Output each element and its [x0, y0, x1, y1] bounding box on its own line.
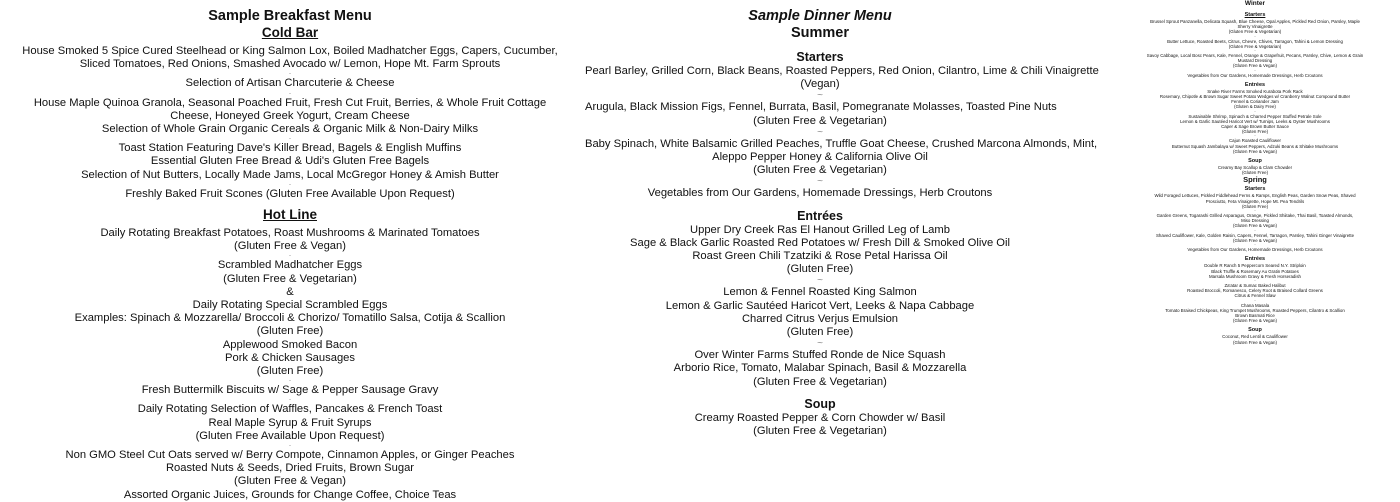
item-separator: ~: [817, 275, 823, 287]
item-separator: ~: [1253, 209, 1257, 214]
menu-item-line: (Gluten & Dairy Free): [1234, 104, 1276, 110]
menu-item-line: (Gluten Free & Vegan): [1233, 63, 1277, 69]
menu-item-line: Garden Greens, Togarashi Grilled Asparagus, Orange, Pickled Shiitake, Thai Basil, Toasted Almonds,: [1156, 213, 1354, 219]
item-separator: -: [289, 71, 291, 78]
menu-item: [1112, 39, 1398, 49]
menu-item-line: Freshly Baked Fruit Scones (Gluten Free Available Upon Request): [125, 187, 455, 200]
spring-entrees-items: [1112, 263, 1398, 323]
menu-item-line: Upper Dry Creek Ras El Hanout Grilled Leg of Lamb: [690, 223, 950, 236]
item-separator: ~: [1253, 243, 1257, 248]
menu-item: [20, 403, 560, 443]
menu-item: [585, 137, 1098, 178]
menu-item-line: (Gluten Free): [786, 326, 854, 339]
item-separator: -: [289, 90, 291, 97]
menu-item: [1112, 53, 1398, 69]
menu-item-line: Butternut Squash Jambalaya w/ Sweet Peppers, Adzuki Beans & Shitake Mushrooms: [1171, 143, 1339, 149]
menu-item-line: (Gluten Free): [256, 325, 324, 338]
menu-item-line: Brussel Sprout Panzanella, Delicata Squash, Blue Cheese, Opal Apples, Pickled Red Onion, Parsley, Maple: [1150, 19, 1360, 24]
menu-item-line: Sliced Tomatoes, Red Onions, Smashed Avocado w/ Lemon, Hope Mt. Farm Sprouts: [79, 58, 501, 71]
menu-item-line: Roasted Broccoli, Romanesco, Celery Root & Braised Collard Greens: [1187, 288, 1323, 294]
menu-item-line: Fresh Buttermilk Biscuits w/ Sage & Pepper Sausage Gravy: [141, 384, 439, 397]
menu-item-line: &: [286, 285, 294, 298]
menu-item-line: House Maple Quinoa Granola, Seasonal Poached Fruit, Fresh Cut Fruit, Berries, & Whole Fruit Cottage: [33, 96, 547, 109]
menu-item: [1112, 193, 1398, 209]
menu-item-line: Over Winter Farms Stuffed Ronde de Nice Squash: [694, 349, 946, 362]
menu-item-line: (Gluten Free & Vegetarian): [753, 164, 887, 177]
item-separator: -: [289, 397, 291, 404]
winter-starters-items: [1112, 19, 1398, 78]
menu-item-line: Applewood Smoked Bacon: [222, 338, 358, 351]
menu-item-line: Snake River Farms Smoked Kurabota Pork Rack: [1207, 88, 1303, 94]
item-separator: -: [289, 253, 291, 260]
item-separator: -: [289, 378, 291, 385]
menu-item-line: Vegetables from Our Gardens, Homemade Dressings, Herb Croutons: [1187, 72, 1323, 78]
menu-item-line: Mustard Dressing: [1237, 58, 1273, 64]
menu-item-line: Citrus & Fennel Slaw: [1234, 293, 1276, 299]
winter-soup-items: [1112, 165, 1398, 175]
menu-item-line: Aleppo Pepper Honey & California Olive Oil: [712, 151, 928, 164]
menu-item-line: Pearl Barley, Grilled Corn, Black Beans, Roasted Peppers, Red Onion, Cilantro, Lime & Chili Vinaigrette: [585, 65, 1099, 77]
menu-item-line: Essential Gluten Free Bread & Udi's Gluten Free Bagels: [150, 155, 430, 168]
menu-item-line: Baby Spinach, White Balsamic Grilled Peaches, Truffle Goat Cheese, Crushed Marcona Almonds, Mint,: [585, 137, 1098, 150]
menu-item-line: (Gluten Free Available Upon Request): [195, 429, 385, 442]
menu-item-line: Creamy Bay Scallop & Clam Chowder: [1217, 165, 1293, 171]
spring-season-heading: Spring: [1243, 175, 1267, 185]
menu-item-line: Chana Masala: [1240, 302, 1270, 308]
summer-dinner-menu: [585, 0, 1099, 438]
menu-item-line: (Gluten Free & Vegetarian): [1228, 43, 1282, 49]
item-separator: -: [289, 443, 291, 450]
hot-line-items: [20, 227, 560, 502]
menu-item-line: (Gluten Free & Vegan): [1233, 318, 1277, 324]
menu-item: [1112, 165, 1398, 175]
menu-item-line: Savoy Cabbage, Local Bosc Pears, Kale, Fennel, Orange & Grapefruit, Pecans, Parsley, Chive, Lemon & Grain: [1146, 53, 1364, 59]
menu-item-line: Coconut, Red Lentil & Cauliflower: [1222, 334, 1288, 340]
menu-item-line: (Gluten Free & Vegan): [234, 475, 346, 488]
menu-item-line: (Gluten Free): [1241, 129, 1269, 135]
menu-item-line: (Gluten Free & Vegan): [1233, 237, 1277, 243]
menu-item: [585, 101, 1055, 127]
spring-soup-heading: Soup: [1248, 327, 1262, 334]
spring-starters-items: [1112, 193, 1398, 252]
menu-item: [20, 45, 560, 71]
menu-item: [20, 449, 560, 502]
menu-item-line: (Gluten Free & Vegan): [1233, 223, 1277, 229]
menu-item-line: (Gluten Free): [256, 365, 324, 378]
menu-item: [20, 77, 560, 90]
menu-item-line: (Gluten Free & Vegan): [1233, 339, 1277, 345]
summer-season-heading: Summer: [790, 25, 850, 41]
menu-item: [585, 224, 1055, 277]
menu-item-line: Prosciutto, Feta Vinaigrette, Hope Mt. Pea Tendrils: [1205, 198, 1305, 204]
menu-item: [20, 384, 560, 397]
menu-item: [1112, 114, 1398, 135]
menu-item-line: Daily Rotating Breakfast Potatoes, Roast Mushrooms & Marinated Tomatoes: [100, 227, 480, 240]
menu-item-line: House Smoked 5 Spice Cured Steelhead or King Salmon Lox, Boiled Madhatcher Eggs, Capers, Cucumber,: [22, 45, 558, 57]
menu-item-line: Brown Basmati Rice: [1235, 312, 1275, 318]
item-separator: ~: [1253, 34, 1257, 39]
menu-item-line: Double R Ranch 5 Peppercorn Seared N.Y. Striploin: [1204, 263, 1306, 269]
menu-item-line: Lemon & Garlic Sautéed Haricot Vert, Leeks & Napa Cabbage: [665, 299, 975, 312]
menu-item: [20, 97, 560, 137]
menu-item: [585, 349, 1055, 389]
winter-entrees-items: [1112, 89, 1398, 154]
dinner-title: Sample Dinner Menu: [748, 8, 892, 24]
menu-item-line: Za'atar & Sumac Baked Halibut: [1224, 282, 1286, 288]
menu-item-line: Lemon & Garlic Sautéed Haricot Vert w/ Turnips, Leeks & Oyster Mushrooms: [1180, 118, 1330, 124]
menu-item-line: (Gluten Free & Vegetarian): [753, 114, 887, 127]
menu-item-line: Shaved Cauliflower, Kale, Golden Raisin, Capers, Fennel, Tarragon, Parsley, Tahini Ginger Vinaigrette: [1155, 232, 1355, 238]
menu-item-line: Fennel & Coriander Jam: [1231, 99, 1279, 105]
spring-soup-items: [1112, 334, 1398, 344]
menu-item-line: Tomato Braised Chickpeas, King Trumpet Mushrooms, Roasted Peppers, Cilantro & Scallion: [1165, 307, 1345, 313]
menu-item-line: (Gluten Free & Vegetarian): [753, 375, 887, 388]
menu-item-line: Scrambled Madhatcher Eggs: [217, 259, 363, 272]
menu-item: [20, 142, 560, 182]
menu-item-line: Sustainable Shrimp, Spinach & Charred Pepper Stuffed Petrale Sole: [1188, 113, 1322, 119]
menu-item: [1112, 334, 1398, 344]
menu-item-line: Lemon & Fennel Roasted King Salmon: [723, 286, 917, 299]
menu-item-line: (Gluten Free): [1241, 170, 1269, 176]
winter-starters-heading: Starters: [1244, 12, 1266, 18]
menu-item: [20, 227, 560, 253]
breakfast-menu: [20, 0, 560, 502]
menu-item-line: Selection of Nut Butters, Locally Made Jams, Local McGregor Honey & Amish Butter: [81, 168, 499, 181]
item-separator: ~: [1253, 298, 1257, 303]
item-separator: ~: [1253, 278, 1257, 283]
winter-spring-menu: [1112, 0, 1398, 345]
item-separator: ~: [1253, 109, 1257, 114]
menu-item: [1112, 213, 1398, 229]
winter-season-heading: Winter: [1244, 0, 1266, 7]
menu-item-line: Roast Green Chili Tzatziki & Rose Petal Harissa Oil: [692, 250, 948, 263]
menu-item-line: Selection of Whole Grain Organic Cereals & Organic Milk & Non-Dairy Milks: [101, 123, 479, 136]
menu-item-line: (Gluten Free): [786, 263, 854, 276]
item-separator: ~: [1253, 228, 1257, 233]
menu-item-line: Butter Lettuce, Roasted Beets, Citrus, Chevre, Chives, Tarragon, Tahini & Lemon Dressing: [1167, 38, 1343, 44]
spring-starters-heading: Starters: [1244, 186, 1266, 193]
menu-item-line: (Gluten Free & Vegan): [234, 240, 346, 253]
menu-item-line: Vegetables from Our Gardens, Homemade Dressings, Herb Croutons: [647, 187, 993, 200]
menu-item: [1112, 89, 1398, 110]
menu-item-line: Marsala Mushroom Gravy & Fresh Horseradish: [1209, 273, 1301, 279]
item-separator: ~: [817, 90, 823, 102]
menu-item: [1112, 138, 1398, 154]
menu-item-line: Toast Station Featuring Dave's Killer Bread, Bagels & English Muffins: [118, 142, 462, 155]
menu-item-line: Pork & Chicken Sausages: [225, 351, 355, 364]
menu-item-line: Vegetables from Our Gardens, Homemade Dressings, Herb Croutons: [1187, 247, 1323, 253]
menu-item-line: Wild Foraged Lettuces, Pickled Fiddlehead Ferns & Ramps, English Peas, Garden Snow Peas, Shaved: [1154, 193, 1356, 199]
summer-starters-heading: Starters: [796, 50, 844, 64]
menu-item-line: (Gluten Free & Vegetarian): [223, 272, 357, 285]
menu-item: [585, 65, 1099, 91]
winter-soup-heading: Soup: [1248, 158, 1262, 165]
summer-entrees-items: [585, 224, 1055, 389]
menu-item-line: Assorted Organic Juices, Grounds for Change Coffee, Choice Teas: [123, 488, 457, 501]
menu-item-line: Miso Dressing: [1241, 218, 1269, 224]
cold-bar-heading: Cold Bar: [261, 25, 319, 40]
menu-item: [20, 188, 560, 201]
menu-item-line: (Gluten Free & Vegetarian): [1228, 29, 1282, 35]
menu-item: [1112, 233, 1398, 243]
menu-item-line: Cheese, Honeyed Greek Yogurt, Cream Cheese: [170, 109, 410, 122]
menu-item: [585, 187, 1055, 200]
item-separator: -: [289, 136, 291, 143]
item-separator: ~: [817, 338, 823, 350]
menu-item: [1112, 283, 1398, 299]
spring-entrees-heading: Entrées: [1244, 256, 1266, 263]
summer-soup-heading: Soup: [804, 396, 836, 411]
menu-item-line: Caper & Sage Brown Butter Sauce: [1221, 124, 1289, 130]
item-separator: ~: [817, 126, 823, 138]
menu-item-line: Creamy Roasted Pepper & Corn Chowder w/ Basil: [694, 411, 946, 424]
item-separator: ~: [1253, 134, 1257, 139]
summer-entrees-heading: Entrées: [797, 208, 843, 223]
menu-item: [1112, 19, 1398, 35]
menu-item-line: (Gluten Free): [1241, 203, 1269, 209]
menu-item-line: Roasted Nuts & Seeds, Dried Fruits, Brown Sugar: [165, 462, 415, 475]
menu-item-line: Examples: Spinach & Mozzarella/ Broccoli & Chorizo/ Tomatillo Salsa, Cotija & Scallion: [74, 312, 506, 325]
menu-item-line: Daily Rotating Special Scrambled Eggs: [192, 299, 388, 312]
menu-item-line: Sherry Vinaigrette: [1237, 24, 1273, 30]
menu-item: [1112, 263, 1398, 279]
menu-item-line: Rosemary, Chipotle & Brown Sugar Sweet Potato Wedges w/ Cranberry Walnut Compound Butter: [1159, 94, 1351, 100]
menu-item: [585, 286, 1055, 339]
menu-item: [585, 412, 1055, 438]
breakfast-title: Sample Breakfast Menu: [208, 8, 372, 24]
winter-entrees-heading: Entrées: [1244, 81, 1266, 88]
menu-item-line: Selection of Artisan Charcuterie & Cheese: [185, 77, 395, 90]
cold-bar-items: [20, 45, 560, 201]
menu-item-line: (Gluten Free & Vegan): [1233, 148, 1277, 154]
menu-item: [1112, 303, 1398, 324]
menu-item-line: Real Maple Syrup & Fruit Syrups: [208, 416, 372, 429]
summer-soup-items: [585, 412, 1055, 438]
menu-item-line: Sage & Black Garlic Roasted Red Potatoes w/ Fresh Dill & Smoked Olive Oil: [630, 236, 1010, 249]
item-separator: ~: [1253, 68, 1257, 73]
menu-item-line: Black Truffle & Rosemary Au Gratin Potatoes: [1211, 268, 1299, 274]
menu-item-line: (Gluten Free & Vegetarian): [753, 425, 887, 438]
menu-item-line: (Vegan): [800, 78, 840, 91]
menu-item-line: Charred Citrus Verjus Emulsion: [741, 312, 899, 325]
menu-item-line: Cajun Roasted Cauliflower: [1229, 138, 1281, 144]
item-separator: -: [289, 181, 291, 188]
menu-item-line: Arborio Rice, Tomato, Malabar Spinach, Basil & Mozzarella: [673, 362, 967, 375]
menu-item: [20, 259, 560, 378]
item-separator: ~: [1253, 49, 1257, 54]
summer-starters-items: [585, 65, 1099, 201]
menu-item-line: Non GMO Steel Cut Oats served w/ Berry Compote, Cinnamon Apples, or Ginger Peaches: [65, 449, 515, 462]
hot-line-heading: Hot Line: [263, 207, 317, 223]
menu-item-line: Daily Rotating Selection of Waffles, Pancakes & French Toast: [137, 403, 443, 416]
menu-item-line: Arugula, Black Mission Figs, Fennel, Burrata, Basil, Pomegranate Molasses, Toasted Pine Nuts: [585, 101, 1057, 114]
item-separator: ~: [817, 176, 823, 188]
